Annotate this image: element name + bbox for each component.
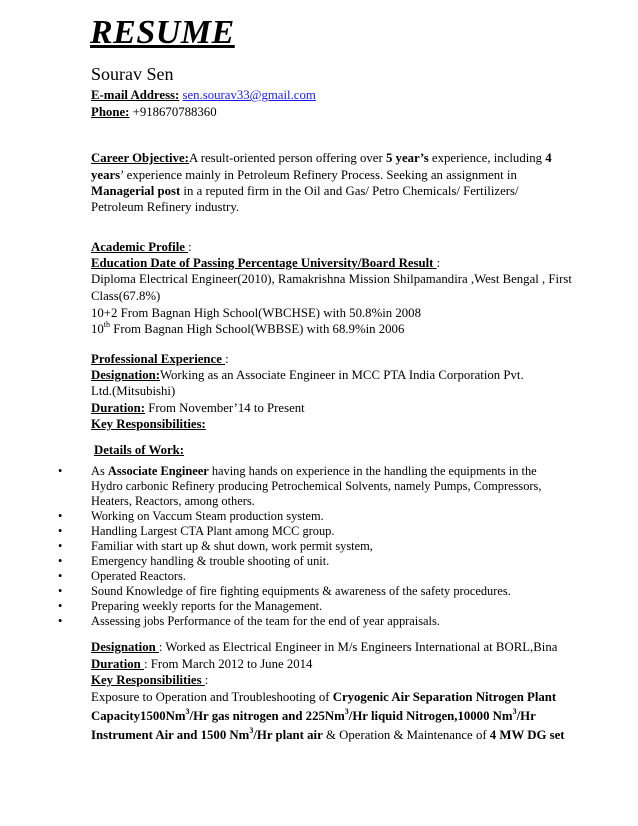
second-bold: /Hr [516,709,536,723]
list-item-text: Assessing jobs Performance of the team for the end of year appraisals. [91,614,440,628]
list-item [58,509,578,524]
designation-2-label: Designation [91,640,159,654]
responsibility-list [58,464,578,629]
list-item-bold: Associate Engineer [107,464,209,478]
designation-2-text: : Worked as Electrical Engineer in M/s Engineers International at BORL,Bina [158,640,558,654]
bullet-icon: • [58,539,63,553]
bullet-icon: • [58,464,63,478]
details-of-work-label: Details of Work: [94,443,185,457]
email-label: E-mail Address: [91,88,180,102]
designation-label: Designation: [91,368,160,382]
bullet-icon: • [58,509,63,523]
objective-label: Career Objective: [91,151,189,165]
second-bold: 4 MW DG set [489,728,565,742]
academic-line-3: 10+2 From Bagnan High School(WBCHSE) with 50.8%in 2008 [91,306,421,320]
second-bold: Capacity1500Nm [91,709,186,723]
second-bold: /Hr plant air [253,728,323,742]
objective-line-3 [91,184,519,199]
second-line-1 [91,690,556,705]
email-link[interactable]: sen.sourav33@gmail.com [182,88,316,102]
list-item-text: Emergency handling & trouble shooting of unit. [91,554,330,568]
list-item-text: Working on Vaccum Steam production system. [91,509,324,523]
objective-bold: Managerial post [91,184,181,198]
phone-value: +918670788360 [132,105,217,119]
second-bold: Cryogenic Air Separation Nitrogen Plant [332,690,557,704]
key-2-colon: : [204,673,209,687]
second-sup: 3 [185,706,190,716]
duration-line [91,401,305,416]
academic-text: From Bagnan High School(WBBSE) with 68.9%in 2006 [110,322,405,336]
list-item [58,539,578,554]
phone-line [91,105,217,120]
designation-text: Working as an Associate Engineer in MCC PTA India Corporation Pvt. [159,368,524,382]
bullet-icon: • [58,569,63,583]
key-2-label: Key Responsibilities [91,673,205,687]
professional-heading [91,352,229,367]
bullet-icon: • [58,584,63,598]
candidate-name: Sourav Sen [91,64,174,84]
duration-2-text: : From March 2012 to June 2014 [143,657,313,671]
list-item-text: Familiar with start up & shut down, work permit system, [91,539,373,553]
second-bold: /Hr liquid Nitrogen,10000 Nm [348,709,513,723]
list-item-text: Handling Largest CTA Plant among MCC group. [91,524,335,538]
list-item-text: Hydro carbonic Refinery producing Petrochemical Solvents, namely Pumps, Compressors, [91,479,542,493]
duration-text: From November’14 to Present [145,401,305,415]
list-item-text: having hands on experience in the handling the equipments in the [208,464,537,478]
resume-title: RESUME [90,14,235,51]
second-bold: /Hr gas nitrogen and 225Nm [189,709,345,723]
list-item [58,554,578,569]
second-sup: 3 [344,706,349,716]
academic-label: Academic Profile [91,240,189,254]
designation-line-2: Ltd.(Mitsubishi) [91,384,176,398]
key-2-line [91,673,208,688]
second-bold: Instrument Air and 1500 Nm [91,728,250,742]
bullet-icon: • [58,524,63,538]
key-responsibilities-label: Key Responsibilities: [91,417,206,431]
objective-line-4: Petroleum Refinery industry. [91,200,240,214]
objective-text: experience, including [428,151,546,165]
education-header-colon: : [436,256,441,270]
academic-line-1: Diploma Electrical Engineer(2010), Ramakrishna Mission Shilpamandira ,West Bengal , First [91,272,572,286]
list-item [58,494,578,509]
second-sup: 3 [249,725,254,735]
academic-line-4 [91,319,405,337]
objective-line-1 [91,151,552,166]
list-item-text: Preparing weekly reports for the Management. [91,599,323,613]
list-item [58,614,578,629]
designation-line [91,368,524,383]
academic-colon: : [188,240,192,254]
academic-heading [91,240,192,255]
objective-text: ’ experience mainly in Petroleum Refinery Process. Seeking an assignment in [120,168,517,182]
second-text: & Operation & Maintenance of [322,728,490,742]
list-item-text: Heaters, Reactors, among others. [91,494,255,508]
objective-bold: 5 year’s [385,151,429,165]
objective-bold: 4 [545,151,552,165]
academic-sup: th [103,319,111,329]
list-item [58,584,578,599]
academic-line-2: Class(67.8%) [91,289,161,303]
list-item-text: Sound Knowledge of fire fighting equipments & awareness of the safety procedures. [91,584,511,598]
second-text: Exposure to Operation and Troubleshooting of [91,690,333,704]
list-item [58,569,578,584]
bullet-icon: • [58,554,63,568]
phone-label: Phone: [91,105,130,119]
list-item [58,479,578,494]
key-responsibilities-heading [91,417,206,432]
list-item-text: Operated Reactors. [91,569,186,583]
bullet-icon: • [58,599,63,613]
duration-2-label: Duration [91,657,144,671]
second-line-2 [91,706,536,724]
academic-text: 10 [91,322,104,336]
list-item-text: As [91,464,108,478]
list-item [58,464,578,479]
bullet-icon: • [58,614,63,628]
designation-2-line [91,640,557,655]
list-item [58,599,578,614]
objective-bold: years [91,168,121,182]
professional-label: Professional Experience [91,352,226,366]
second-line-3 [91,725,565,743]
objective-text: in a reputed firm in the Oil and Gas/ Petro Chemicals/ Fertilizers/ [180,184,519,198]
objective-line-2 [91,168,517,183]
duration-2-line [91,657,312,672]
second-sup: 3 [512,706,517,716]
email-line [91,88,316,103]
list-item [58,524,578,539]
education-header [91,256,440,271]
professional-colon: : [225,352,229,366]
education-header-text: Education Date of Passing Percentage University/Board Result [91,256,437,270]
duration-label: Duration: [91,401,146,415]
objective-text: A result-oriented person offering over [188,151,386,165]
